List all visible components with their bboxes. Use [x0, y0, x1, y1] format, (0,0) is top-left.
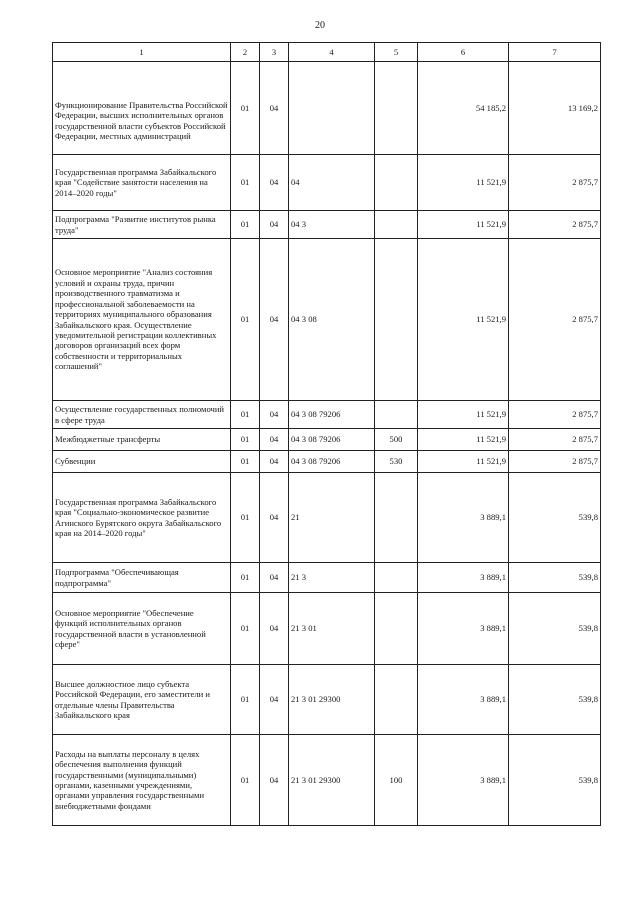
row-expense-type	[375, 401, 418, 429]
row-name: Подпрограмма "Развитие институтов рынка труда"	[53, 211, 231, 239]
row-amount-year: 3 889,1	[418, 665, 509, 735]
row-amount-executed: 539,8	[509, 735, 601, 826]
row-amount-executed: 13 169,2	[509, 62, 601, 155]
row-expense-type	[375, 239, 418, 401]
row-target-article: 04 3 08 79206	[289, 401, 375, 429]
row-expense-type: 500	[375, 429, 418, 451]
row-expense-type	[375, 211, 418, 239]
table-row	[53, 401, 601, 429]
table-row	[53, 155, 601, 211]
row-name: Подпрограмма "Обеспечивающая подпрограмма"	[53, 563, 231, 593]
row-expense-type	[375, 155, 418, 211]
row-subsection: 04	[260, 155, 289, 211]
row-section: 01	[231, 735, 260, 826]
row-amount-executed: 539,8	[509, 665, 601, 735]
row-name: Основное мероприятие "Анализ состояния условий и охраны труда, причин производственного травматизма и профессиональной заболеваемости на территориях муниципального образования Забайкальского края. Осуществление уведомительной регистрации коллективных договоров организаций всех форм собственности и территориальных соглашений"	[53, 239, 231, 401]
row-section: 01	[231, 211, 260, 239]
row-name: Основное мероприятие "Обеспечение функций исполнительных органов государственной власти в установленной сфере"	[53, 593, 231, 665]
row-name: Осуществление государственных полномочий в сфере труда	[53, 401, 231, 429]
row-amount-executed: 2 875,7	[509, 401, 601, 429]
row-name: Государственная программа Забайкальского края "Социально-экономическое развитие Агинского Бурятского округа Забайкальского края на 2014–2020 годы"	[53, 473, 231, 563]
row-amount-executed: 2 875,7	[509, 429, 601, 451]
row-subsection: 04	[260, 62, 289, 155]
row-target-article: 21 3 01 29300	[289, 665, 375, 735]
row-section: 01	[231, 593, 260, 665]
column-header-1: 1	[53, 43, 231, 62]
table-row	[53, 62, 601, 155]
row-section: 01	[231, 563, 260, 593]
row-amount-year: 11 521,9	[418, 401, 509, 429]
table-row	[53, 563, 601, 593]
row-section: 01	[231, 239, 260, 401]
row-subsection: 04	[260, 473, 289, 563]
row-subsection: 04	[260, 401, 289, 429]
row-subsection: 04	[260, 451, 289, 473]
table-row	[53, 451, 601, 473]
row-name: Высшее должностное лицо субъекта Российской Федерации, его заместители и отдельные члены Правительства Забайкальского края	[53, 665, 231, 735]
row-section: 01	[231, 473, 260, 563]
row-section: 01	[231, 155, 260, 211]
table-row	[53, 665, 601, 735]
row-amount-year: 11 521,9	[418, 429, 509, 451]
row-name: Расходы на выплаты персоналу в целях обеспечения выполнения функций государственными (муниципальными) органами, казенными учреждениями, органами управления государственными внебюджетными фондами	[53, 735, 231, 826]
row-section: 01	[231, 429, 260, 451]
row-amount-executed: 2 875,7	[509, 239, 601, 401]
row-amount-executed: 2 875,7	[509, 211, 601, 239]
row-expense-type: 100	[375, 735, 418, 826]
row-subsection: 04	[260, 593, 289, 665]
column-header-7: 7	[509, 43, 601, 62]
row-subsection: 04	[260, 211, 289, 239]
row-section: 01	[231, 62, 260, 155]
row-amount-year: 3 889,1	[418, 563, 509, 593]
row-expense-type: 530	[375, 451, 418, 473]
budget-table	[52, 42, 601, 826]
row-amount-year: 3 889,1	[418, 473, 509, 563]
row-amount-executed: 539,8	[509, 593, 601, 665]
page-number: 20	[315, 20, 325, 31]
row-name: Функционирование Правительства Российской Федерации, высших исполнительных органов государственной власти субъектов Российской Федерации, местных администраций	[53, 62, 231, 155]
row-section: 01	[231, 401, 260, 429]
row-target-article: 21 3 01 29300	[289, 735, 375, 826]
column-header-3: 3	[260, 43, 289, 62]
row-target-article: 04 3 08	[289, 239, 375, 401]
table-row	[53, 211, 601, 239]
table-row	[53, 429, 601, 451]
column-header-2: 2	[231, 43, 260, 62]
table-row	[53, 735, 601, 826]
row-subsection: 04	[260, 735, 289, 826]
row-subsection: 04	[260, 429, 289, 451]
row-amount-executed: 2 875,7	[509, 451, 601, 473]
row-expense-type	[375, 473, 418, 563]
column-header-5: 5	[375, 43, 418, 62]
row-subsection: 04	[260, 239, 289, 401]
row-expense-type	[375, 62, 418, 155]
row-amount-year: 11 521,9	[418, 155, 509, 211]
row-target-article: 04	[289, 155, 375, 211]
row-target-article: 21 3	[289, 563, 375, 593]
row-amount-year: 3 889,1	[418, 735, 509, 826]
row-target-article: 04 3 08 79206	[289, 429, 375, 451]
table-row	[53, 473, 601, 563]
row-amount-year: 11 521,9	[418, 451, 509, 473]
column-header-6: 6	[418, 43, 509, 62]
row-target-article: 21	[289, 473, 375, 563]
row-target-article: 04 3 08 79206	[289, 451, 375, 473]
row-amount-year: 3 889,1	[418, 593, 509, 665]
row-subsection: 04	[260, 563, 289, 593]
header-row	[53, 43, 601, 62]
row-section: 01	[231, 451, 260, 473]
row-amount-year: 11 521,9	[418, 211, 509, 239]
row-subsection: 04	[260, 665, 289, 735]
row-amount-executed: 539,8	[509, 473, 601, 563]
table-row	[53, 239, 601, 401]
row-amount-executed: 539,8	[509, 563, 601, 593]
row-name: Субвенции	[53, 451, 231, 473]
row-expense-type	[375, 665, 418, 735]
row-expense-type	[375, 593, 418, 665]
row-section: 01	[231, 665, 260, 735]
row-target-article: 04 3	[289, 211, 375, 239]
row-expense-type	[375, 563, 418, 593]
row-name: Государственная программа Забайкальского края "Содействие занятости населения на 2014–2020 годы"	[53, 155, 231, 211]
row-amount-executed: 2 875,7	[509, 155, 601, 211]
row-amount-year: 11 521,9	[418, 239, 509, 401]
column-header-4: 4	[289, 43, 375, 62]
row-target-article: 21 3 01	[289, 593, 375, 665]
table-row	[53, 593, 601, 665]
row-amount-year: 54 185,2	[418, 62, 509, 155]
row-target-article	[289, 62, 375, 155]
row-name: Межбюджетные трансферты	[53, 429, 231, 451]
